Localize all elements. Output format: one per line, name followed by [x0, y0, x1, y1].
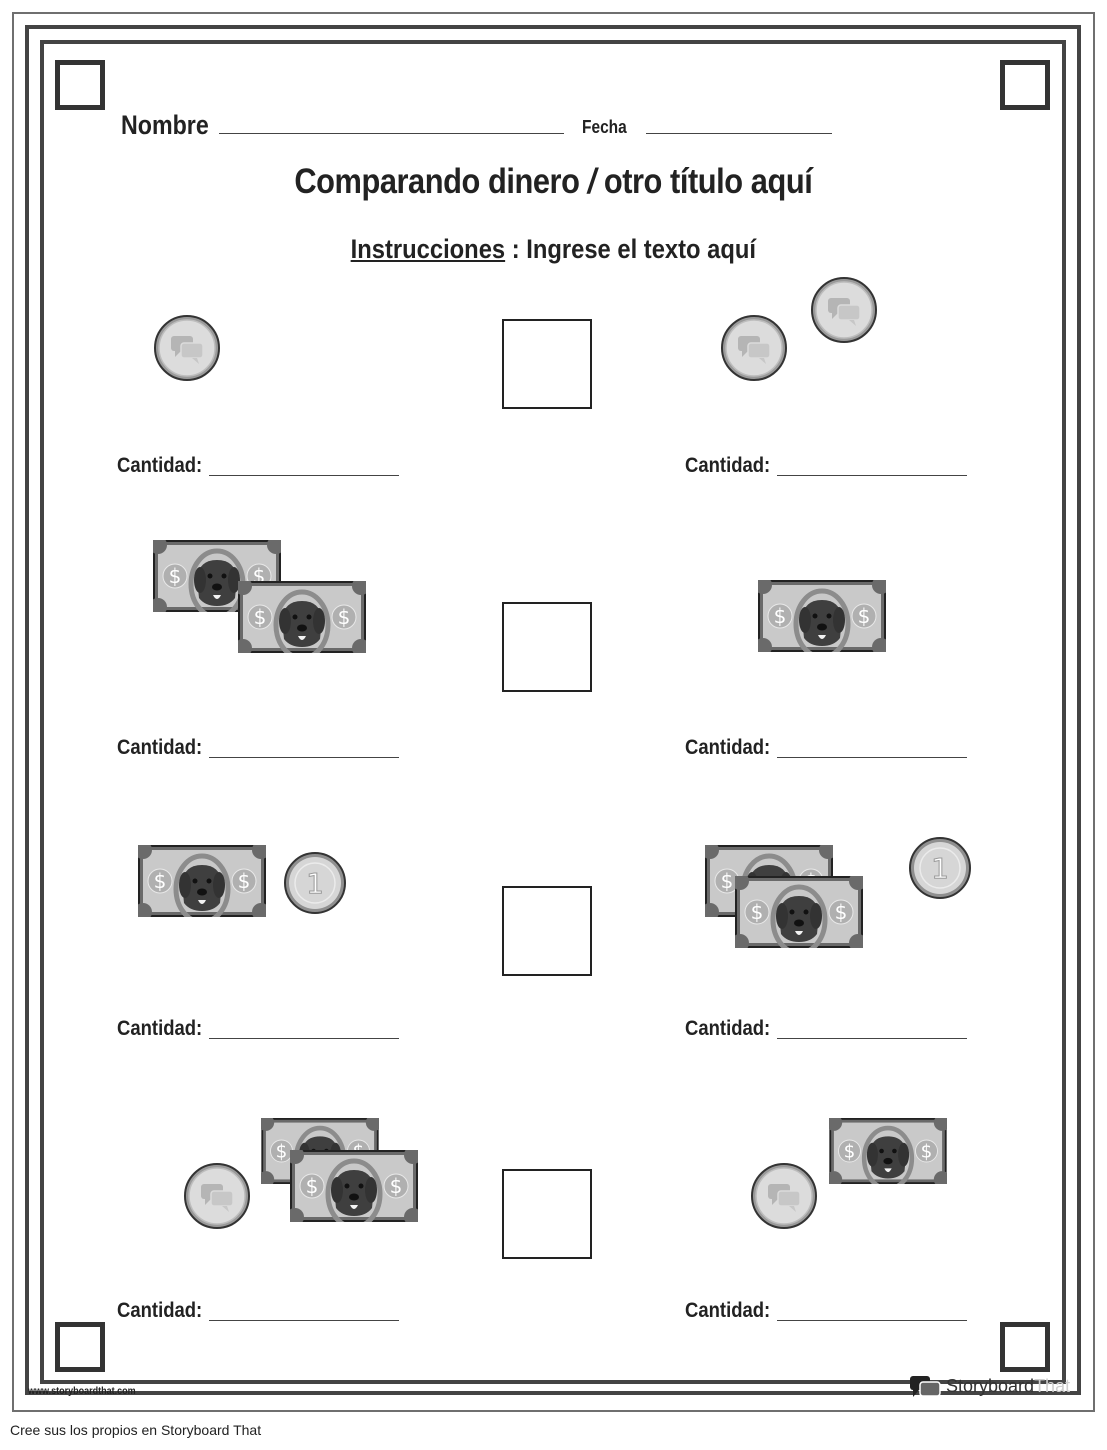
quantity-label: Cantidad:: [685, 1017, 771, 1040]
website-url: www.storyboardthat.com: [28, 1386, 136, 1397]
storyboard-logo-icon: [908, 1373, 942, 1399]
name-label: Nombre: [121, 110, 209, 140]
quantity-field[interactable]: [209, 1320, 399, 1321]
corner-square-top-right: [1000, 60, 1050, 110]
corner-square-bottom-right: [1000, 1322, 1050, 1372]
instructions: [0, 234, 1107, 265]
quantity-field[interactable]: [209, 475, 399, 476]
quantity-field[interactable]: [209, 1038, 399, 1039]
quantity-field[interactable]: [777, 1038, 967, 1039]
name-field[interactable]: [219, 133, 564, 134]
quantity-label: Cantidad:: [117, 1299, 203, 1322]
dog-bill-icon: [238, 581, 366, 653]
speech-coin-icon: [750, 1162, 818, 1230]
compare-box-2[interactable]: [502, 602, 592, 692]
compare-box-3[interactable]: [502, 886, 592, 976]
speech-coin-icon: [720, 314, 788, 382]
quantity-label: Cantidad:: [685, 454, 771, 477]
speech-coin-icon: [810, 276, 878, 344]
logo-text-light: That: [1034, 1375, 1071, 1396]
dog-bill-icon: [829, 1118, 947, 1184]
dog-bill-icon: [138, 845, 266, 917]
quantity-label: Cantidad:: [117, 736, 203, 759]
bottom-caption: Cree sus los propios en Storyboard That: [10, 1422, 262, 1438]
title-slash: /: [587, 162, 596, 201]
quantity-label: Cantidad:: [685, 736, 771, 759]
title-part-2: otro título aquí: [595, 162, 813, 201]
title-part-1: Comparando dinero: [294, 162, 588, 201]
corner-square-bottom-left: [55, 1322, 105, 1372]
compare-box-4[interactable]: [502, 1169, 592, 1259]
date-field[interactable]: [646, 133, 832, 134]
speech-coin-icon: [183, 1162, 251, 1230]
quantity-field[interactable]: [209, 757, 399, 758]
quantity-field[interactable]: [777, 475, 967, 476]
speech-coin-icon: [153, 314, 221, 382]
compare-box-1[interactable]: [502, 319, 592, 409]
date-label: Fecha: [582, 117, 627, 137]
quantity-field[interactable]: [777, 757, 967, 758]
page-title: [0, 162, 1107, 202]
quantity-label: Cantidad:: [685, 1299, 771, 1322]
dog-bill-icon: [735, 876, 863, 948]
one-coin-icon: [908, 836, 972, 900]
quantity-label: Cantidad:: [117, 1017, 203, 1040]
dog-bill-icon: [290, 1150, 418, 1222]
corner-square-top-left: [55, 60, 105, 110]
instructions-separator: :: [505, 234, 527, 264]
quantity-field[interactable]: [777, 1320, 967, 1321]
instructions-label: Instrucciones: [350, 234, 506, 264]
quantity-label: Cantidad:: [117, 454, 203, 477]
instructions-text: Ingrese el texto aquí: [526, 234, 757, 264]
storyboardthat-logo: [908, 1372, 1070, 1400]
one-coin-icon: [283, 851, 347, 915]
dog-bill-icon: [758, 580, 886, 652]
logo-text-dark: Storyboard: [946, 1375, 1035, 1396]
